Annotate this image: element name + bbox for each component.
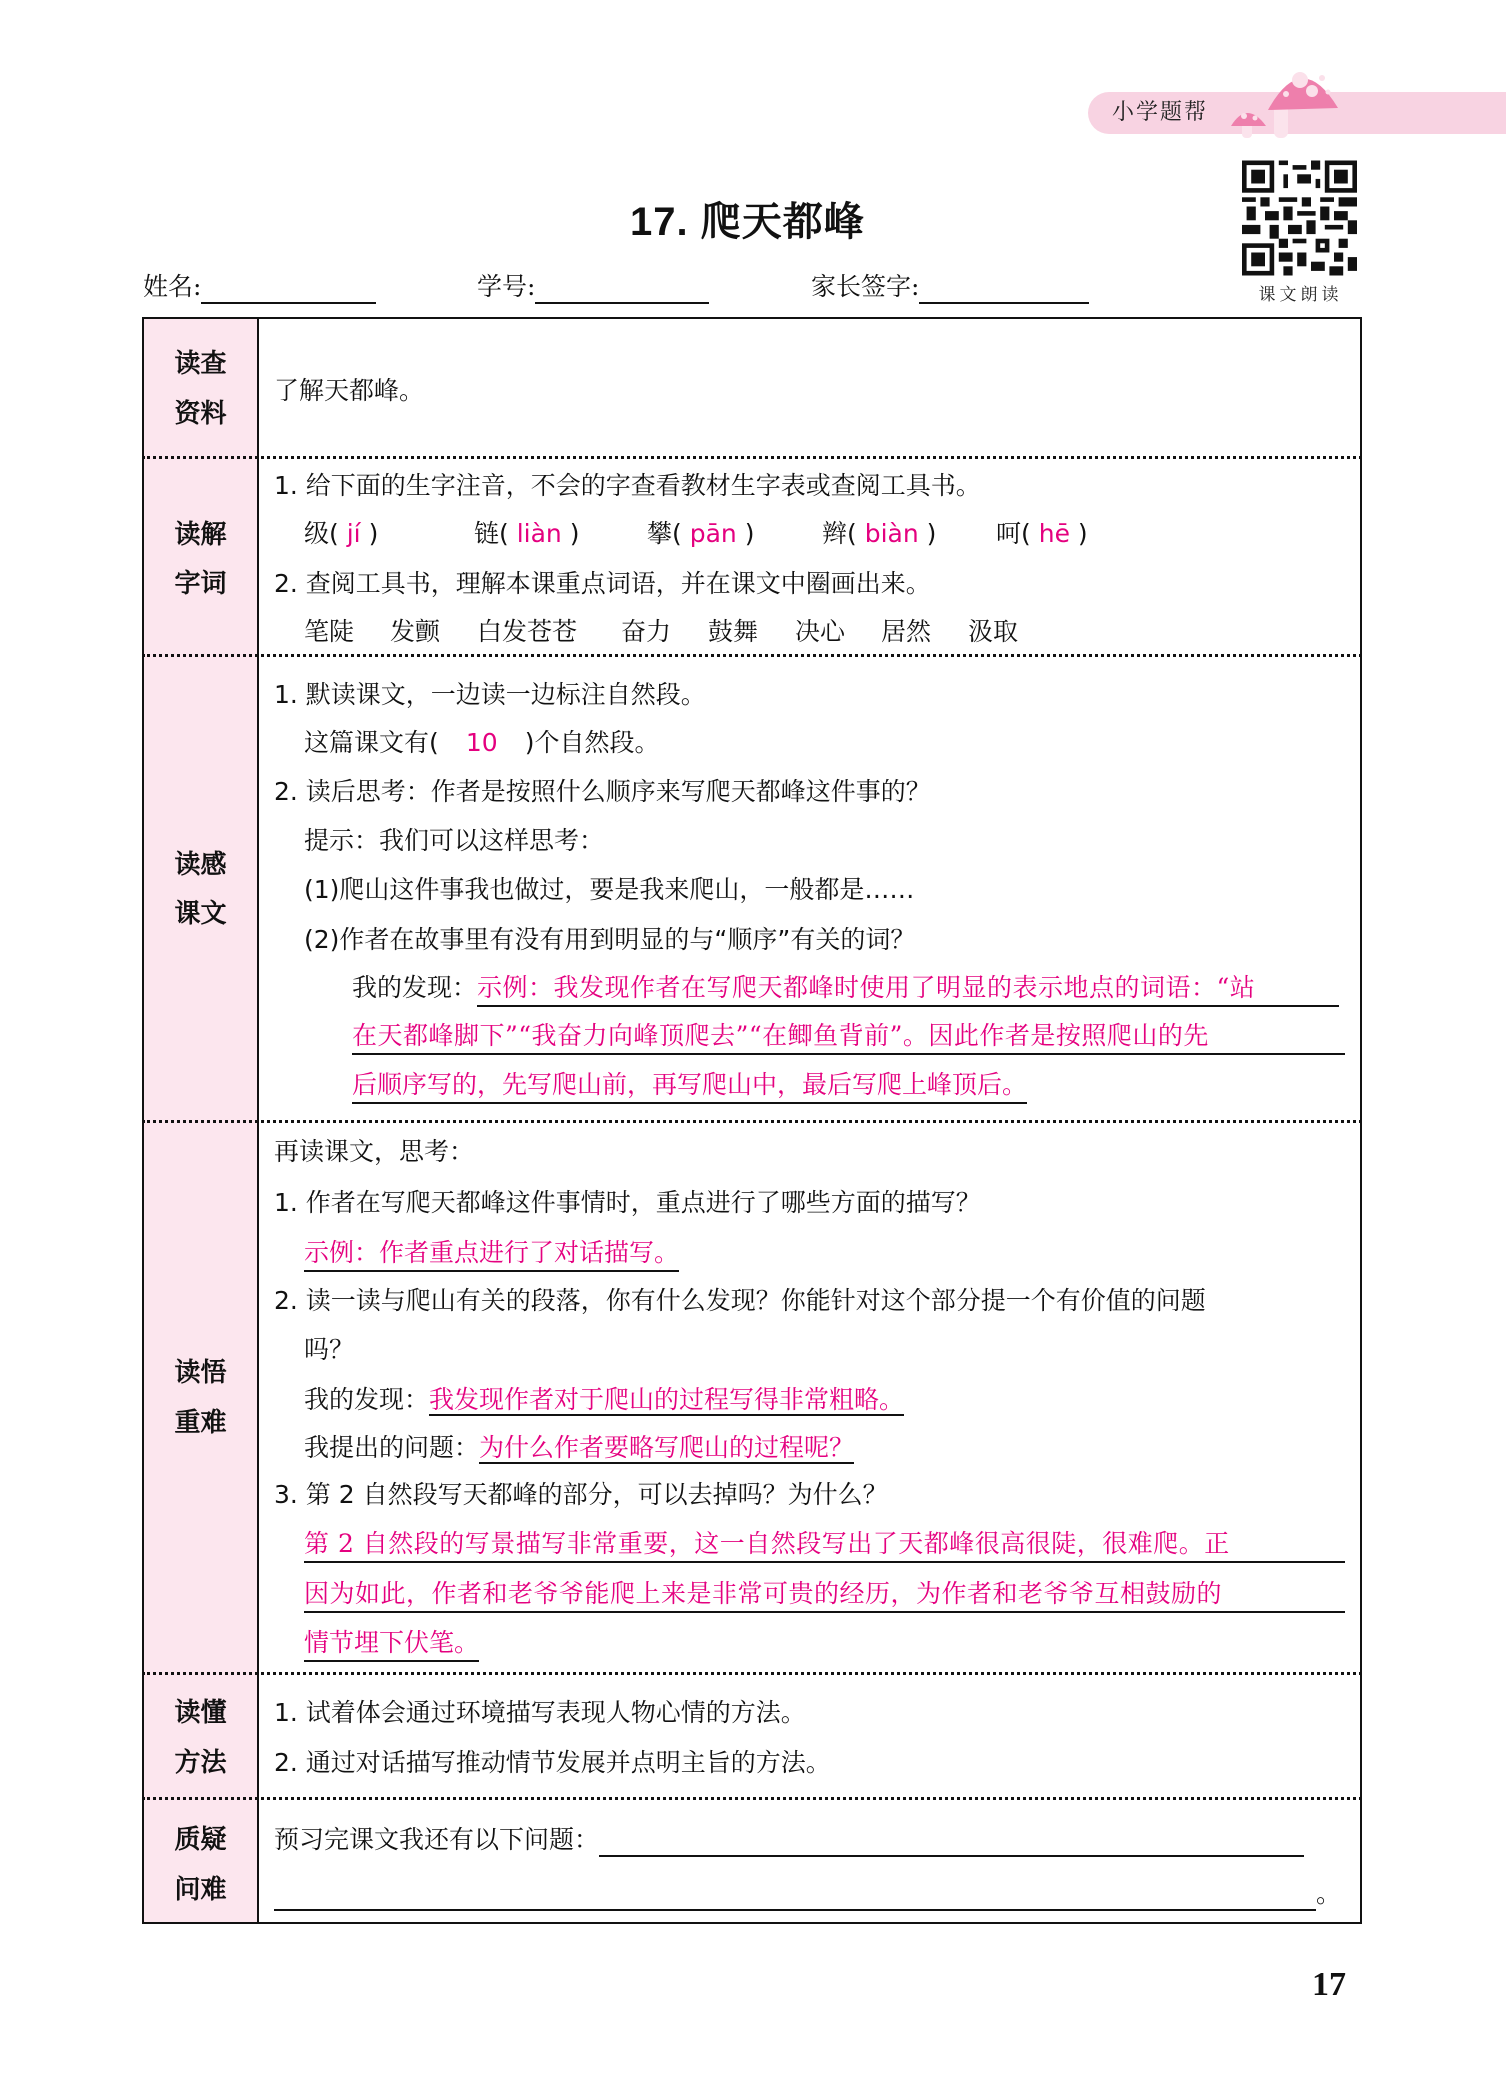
section-label-vocab-2: 字词 — [174, 569, 227, 599]
student-id-label: 学号: — [477, 272, 536, 301]
pinyin-item: 辫( biàn ) — [822, 519, 937, 548]
insight-question-2: 2. 读一读与爬山有关的段落，你有什么发现？你能针对这个部分提一个有价值的问题 — [274, 1286, 1206, 1315]
section-label-insight-2: 重难 — [174, 1408, 227, 1438]
insight-finding-label: 我的发现： — [304, 1385, 430, 1414]
insight-finding-answer[interactable]: 我发现作者对于爬山的过程写得非常粗略。 — [429, 1385, 905, 1414]
method-item-2: 2. 通过对话描写推动情节发展并点明主旨的方法。 — [274, 1748, 831, 1777]
insight-finding — [304, 1383, 904, 1417]
end-mark: 。 — [1316, 1879, 1342, 1908]
parent-signature-label: 家长签字: — [811, 272, 920, 301]
pinyin-char: 链 — [474, 519, 500, 548]
section-label-method-1: 读懂 — [174, 1698, 227, 1728]
vocab-word: 汲取 — [968, 617, 1019, 646]
paragraph-count-answer[interactable]: 10 — [465, 728, 498, 757]
section-label-reading-2: 课文 — [174, 899, 227, 929]
vocab-word: 笔陡 — [304, 617, 355, 646]
row-divider — [142, 1797, 1362, 1800]
finding-label: 我的发现： — [352, 973, 478, 1002]
qr-caption: 课文朗读 — [1258, 285, 1343, 305]
student-id-field[interactable] — [477, 270, 709, 304]
insight-intro: 再读课文，思考： — [274, 1137, 475, 1166]
method-item-1: 1. 试着体会通过环境描写表现人物心情的方法。 — [274, 1698, 806, 1727]
section-label-questions-1: 质疑 — [174, 1825, 227, 1855]
finding-answer-line-3[interactable]: 后顺序写的，先写爬山前，再写爬山中，最后写爬上峰顶后。 — [352, 1068, 1027, 1104]
vocab-word: 发颤 — [390, 617, 441, 646]
vocab-word: 居然 — [881, 617, 932, 646]
insight-question-label: 我提出的问题： — [304, 1433, 480, 1462]
row-divider — [142, 456, 1362, 459]
paragraph-count — [304, 726, 660, 760]
pinyin-item: 链( liàn ) — [474, 519, 580, 548]
reading-question-1: 1. 默读课文，一边读一边标注自然段。 — [274, 680, 706, 709]
questions-prompt — [274, 1823, 1304, 1857]
section-label-reading-1: 读感 — [174, 850, 227, 880]
insight-answer-1[interactable]: 示例：作者重点进行了对话描写。 — [304, 1236, 679, 1272]
parent-signature-field[interactable] — [811, 270, 1089, 304]
insight-question-1: 1. 作者在写爬天都峰这件事情时，重点进行了哪些方面的描写？ — [274, 1188, 981, 1217]
questions-line-2 — [274, 1877, 1341, 1911]
section-label-vocab-1: 读解 — [174, 520, 227, 550]
vocab-question-1: 1. 给下面的生字注音，不会的字查看教材生字表或查阅工具书。 — [274, 471, 981, 500]
pinyin-char: 辫 — [822, 519, 848, 548]
section-label-questions-2: 问难 — [174, 1875, 227, 1905]
pinyin-char: 呵 — [996, 519, 1022, 548]
reading-question-2: 2. 读后思考：作者是按照什么顺序来写爬天都峰这件事的？ — [274, 777, 931, 806]
insight-question-asked — [304, 1431, 854, 1465]
insight-question-answer[interactable]: 为什么作者要略写爬山的过程呢？ — [479, 1433, 855, 1462]
section-label-method-2: 方法 — [174, 1748, 227, 1778]
student-id-blank[interactable] — [535, 276, 709, 304]
finding-answer-line-2[interactable]: 在天都峰脚下”“我奋力向峰顶爬去”“在鲫鱼背前”。因此作者是按照爬山的先 — [352, 1019, 1345, 1055]
brand-label: 小学题帮 — [1112, 100, 1209, 125]
pinyin-answer: liàn — [516, 519, 562, 548]
page-number: 17 — [1312, 1966, 1346, 2003]
name-blank[interactable] — [201, 276, 376, 304]
insight-question-3: 3. 第 2 自然段写天都峰的部分，可以去掉吗？为什么？ — [274, 1480, 888, 1509]
insight-answer-3-line-2[interactable]: 因为如此，作者和老爷爷能爬上来是非常可贵的经历，为作者和老爷爷互相鼓励的 — [304, 1577, 1345, 1613]
vocab-word: 决心 — [795, 617, 846, 646]
questions-answer-blank-1[interactable] — [599, 1829, 1304, 1857]
pinyin-answer: hē — [1038, 519, 1070, 548]
pinyin-item: 呵( hē ) — [996, 519, 1088, 548]
vocab-word: 奋力 — [621, 617, 672, 646]
parent-signature-blank[interactable] — [919, 276, 1089, 304]
paragraph-count-pre: 这篇课文有( — [304, 728, 439, 757]
finding-answer[interactable]: 示例：我发现作者在写爬天都峰时使用了明显的表示地点的词语：“站 — [477, 971, 1339, 1007]
questions-prompt-label: 预习完课文我还有以下问题： — [274, 1825, 600, 1854]
row-divider — [142, 1120, 1362, 1123]
finding-line-1 — [352, 971, 1339, 1007]
vocab-word: 鼓舞 — [708, 617, 759, 646]
vocab-word: 白发苍苍 — [477, 617, 578, 646]
pinyin-char: 攀 — [647, 519, 673, 548]
mushroom-icon — [1228, 58, 1348, 138]
pinyin-item: 级( jí ) — [304, 519, 379, 548]
reading-hint: 提示：我们可以这样思考： — [304, 826, 605, 855]
research-text: 了解天都峰。 — [274, 376, 425, 405]
paragraph-count-post: )个自然段。 — [524, 728, 660, 757]
insight-answer-3-line-3[interactable]: 情节埋下伏笔。 — [304, 1626, 479, 1662]
pinyin-item: 攀( pān ) — [647, 519, 755, 548]
questions-answer-blank-2[interactable] — [274, 1883, 1316, 1911]
row-divider — [142, 654, 1362, 657]
vocab-question-2: 2. 查阅工具书，理解本课重点词语，并在课文中圈画出来。 — [274, 569, 931, 598]
name-field[interactable] — [143, 270, 376, 304]
section-label-insight-1: 读悟 — [174, 1358, 227, 1388]
section-label-research-2: 资料 — [174, 399, 227, 429]
name-label: 姓名: — [143, 272, 202, 301]
insight-answer-3-line-1[interactable]: 第 2 自然段的写景描写非常重要，这一自然段写出了天都峰很高很陡，很难爬。正 — [304, 1527, 1345, 1563]
reading-hint-2: (2)作者在故事里有没有用到明显的与“顺序”有关的词？ — [304, 925, 916, 954]
page-title: 17. 爬天都峰 — [630, 200, 865, 244]
pinyin-answer: biàn — [864, 519, 919, 548]
pinyin-char: 级 — [304, 519, 330, 548]
row-divider — [142, 1672, 1362, 1675]
section-label-research-1: 读查 — [174, 349, 227, 379]
insight-question-2-cont: 吗？ — [304, 1335, 355, 1364]
reading-hint-1: (1)爬山这件事我也做过，要是我来爬山，一般都是…… — [304, 875, 915, 904]
pinyin-answer: pān — [689, 519, 737, 548]
pinyin-answer: jí — [346, 519, 361, 548]
qr-code-icon[interactable] — [1242, 160, 1357, 276]
